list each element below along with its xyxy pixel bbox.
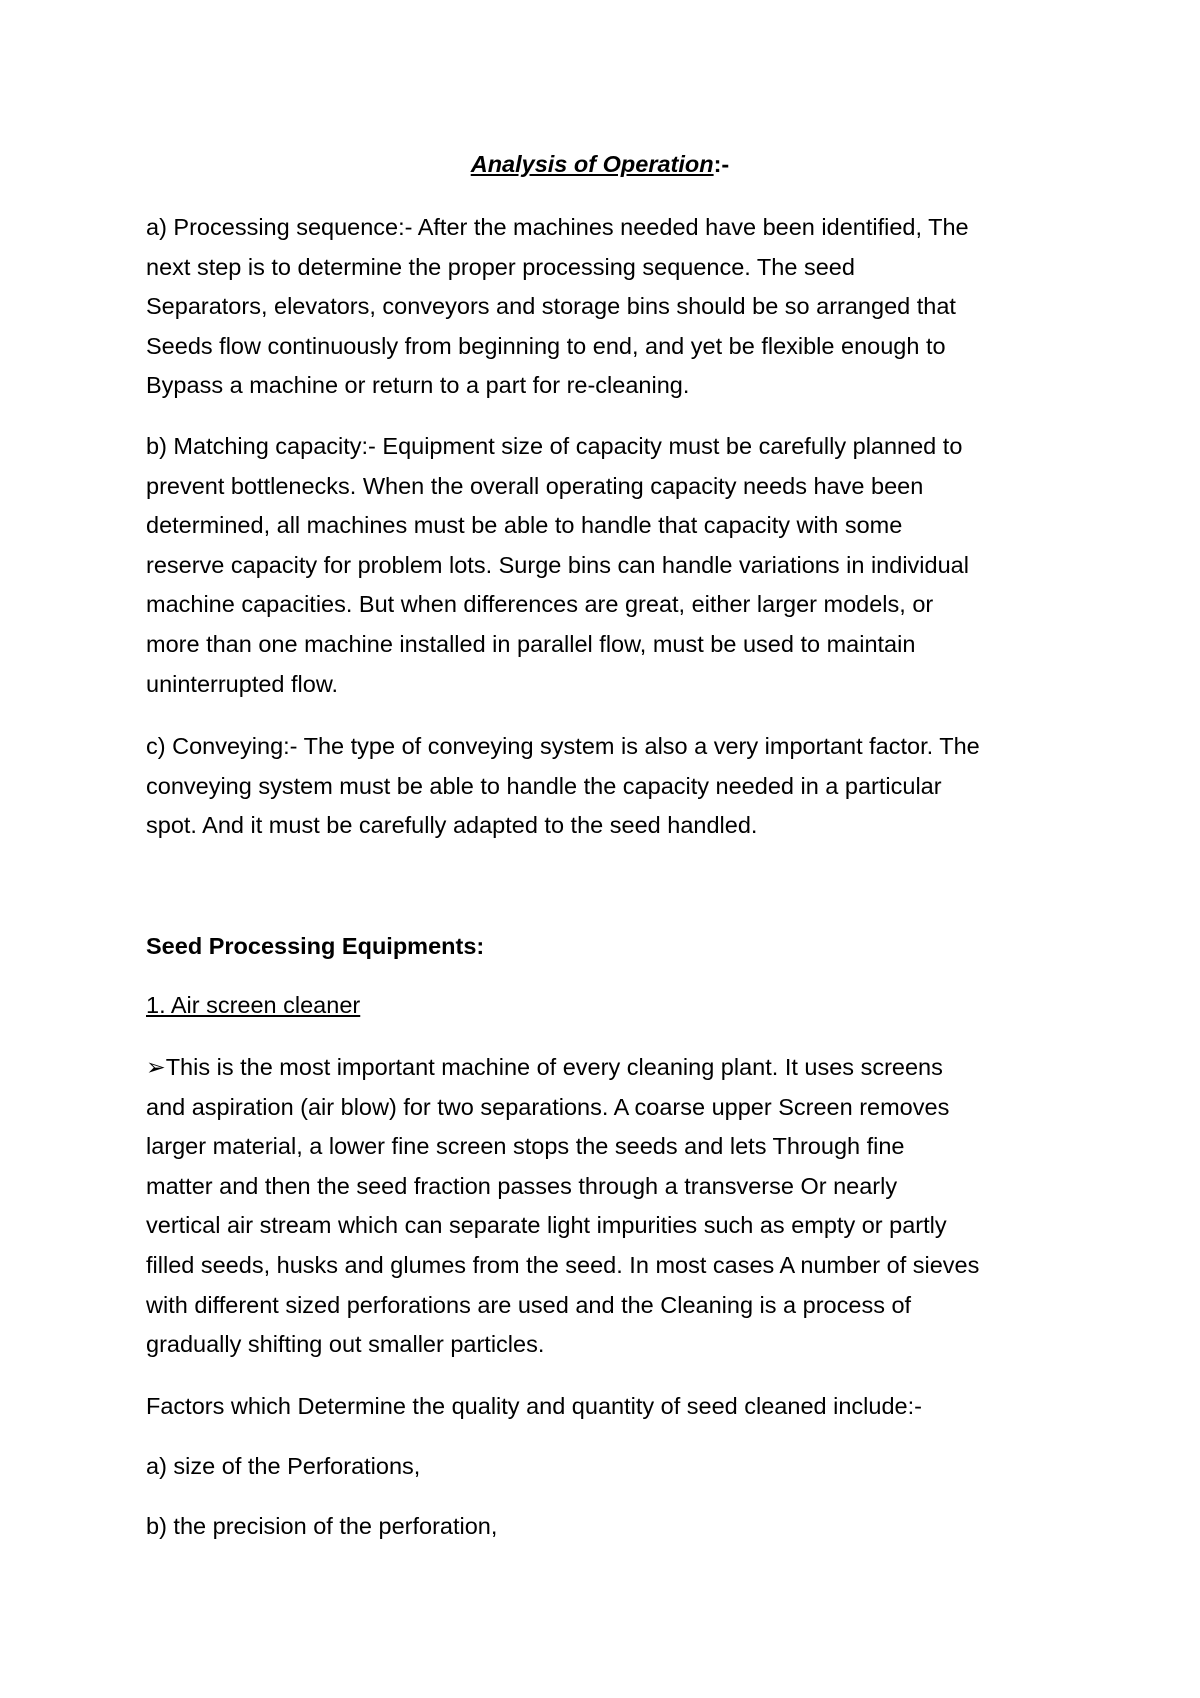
text-line: more than one machine installed in parallel flow, must be used to maintain	[146, 630, 916, 657]
subheading-air-screen-cleaner: 1. Air screen cleaner	[146, 992, 361, 1018]
text-line: machine capacities. But when differences are great, either larger models, or	[146, 591, 934, 618]
text-line: ➢This is the most important machine of every cleaning plant. It uses screens	[146, 1054, 943, 1080]
text-line: Separators, elevators, conveyors and storage bins should be so arranged that	[146, 293, 956, 320]
text-line: conveying system must be able to handle the capacity needed in a particular	[146, 772, 942, 799]
text-line: c) Conveying:- The type of conveying system is also a very important factor. The	[146, 733, 980, 759]
text-line: and aspiration (air blow) for two separations. A coarse upper Screen removes	[146, 1093, 950, 1120]
text-line: gradually shifting out smaller particles.	[146, 1331, 545, 1358]
text-line: filled seeds, husks and glumes from the seed. In most cases A number of sieves	[146, 1251, 980, 1278]
text-line: next step is to determine the proper processing sequence. The seed	[146, 253, 855, 280]
factor-item-a: a) size of the Perforations,	[146, 1453, 421, 1479]
text-line: Bypass a machine or return to a part for re-cleaning.	[146, 372, 690, 399]
section-heading: Seed Processing Equipments:	[146, 933, 485, 959]
paragraph-air-screen-cleaner	[146, 1048, 1076, 1365]
text-line: reserve capacity for problem lots. Surge bins can handle variations in individual	[146, 551, 969, 578]
text-line: with different sized perforations are used and the Cleaning is a process of	[146, 1291, 912, 1318]
text-line: larger material, a lower fine screen stops the seeds and lets Through fine	[146, 1133, 905, 1160]
paragraph-processing-sequence	[146, 208, 1076, 406]
factors-intro: Factors which Determine the quality and quantity of seed cleaned include:-	[146, 1393, 922, 1419]
text-line: vertical air stream which can separate light impurities such as empty or partly	[146, 1212, 947, 1239]
paragraph-matching-capacity	[146, 427, 1076, 704]
title-text: Analysis of Operation	[470, 151, 714, 177]
title-suffix: :-	[713, 151, 730, 177]
text-line: matter and then the seed fraction passes through a transverse Or nearly	[146, 1172, 898, 1199]
text-line: determined, all machines must be able to handle that capacity with some	[146, 512, 903, 539]
factor-item-b: b) the precision of the perforation,	[146, 1513, 498, 1539]
text-line: uninterrupted flow.	[146, 670, 339, 697]
text-line: prevent bottlenecks. When the overall operating capacity needs have been	[146, 472, 924, 499]
paragraph-conveying	[146, 727, 1076, 846]
text-line: spot. And it must be carefully adapted to the seed handled.	[146, 812, 758, 839]
text-line: a) Processing sequence:- After the machines needed have been identified, The	[146, 214, 969, 240]
text-line: b) Matching capacity:- Equipment size of capacity must be carefully planned to	[146, 433, 963, 459]
page-title	[0, 148, 1200, 180]
text-line: Seeds flow continuously from beginning to end, and yet be flexible enough to	[146, 332, 946, 359]
